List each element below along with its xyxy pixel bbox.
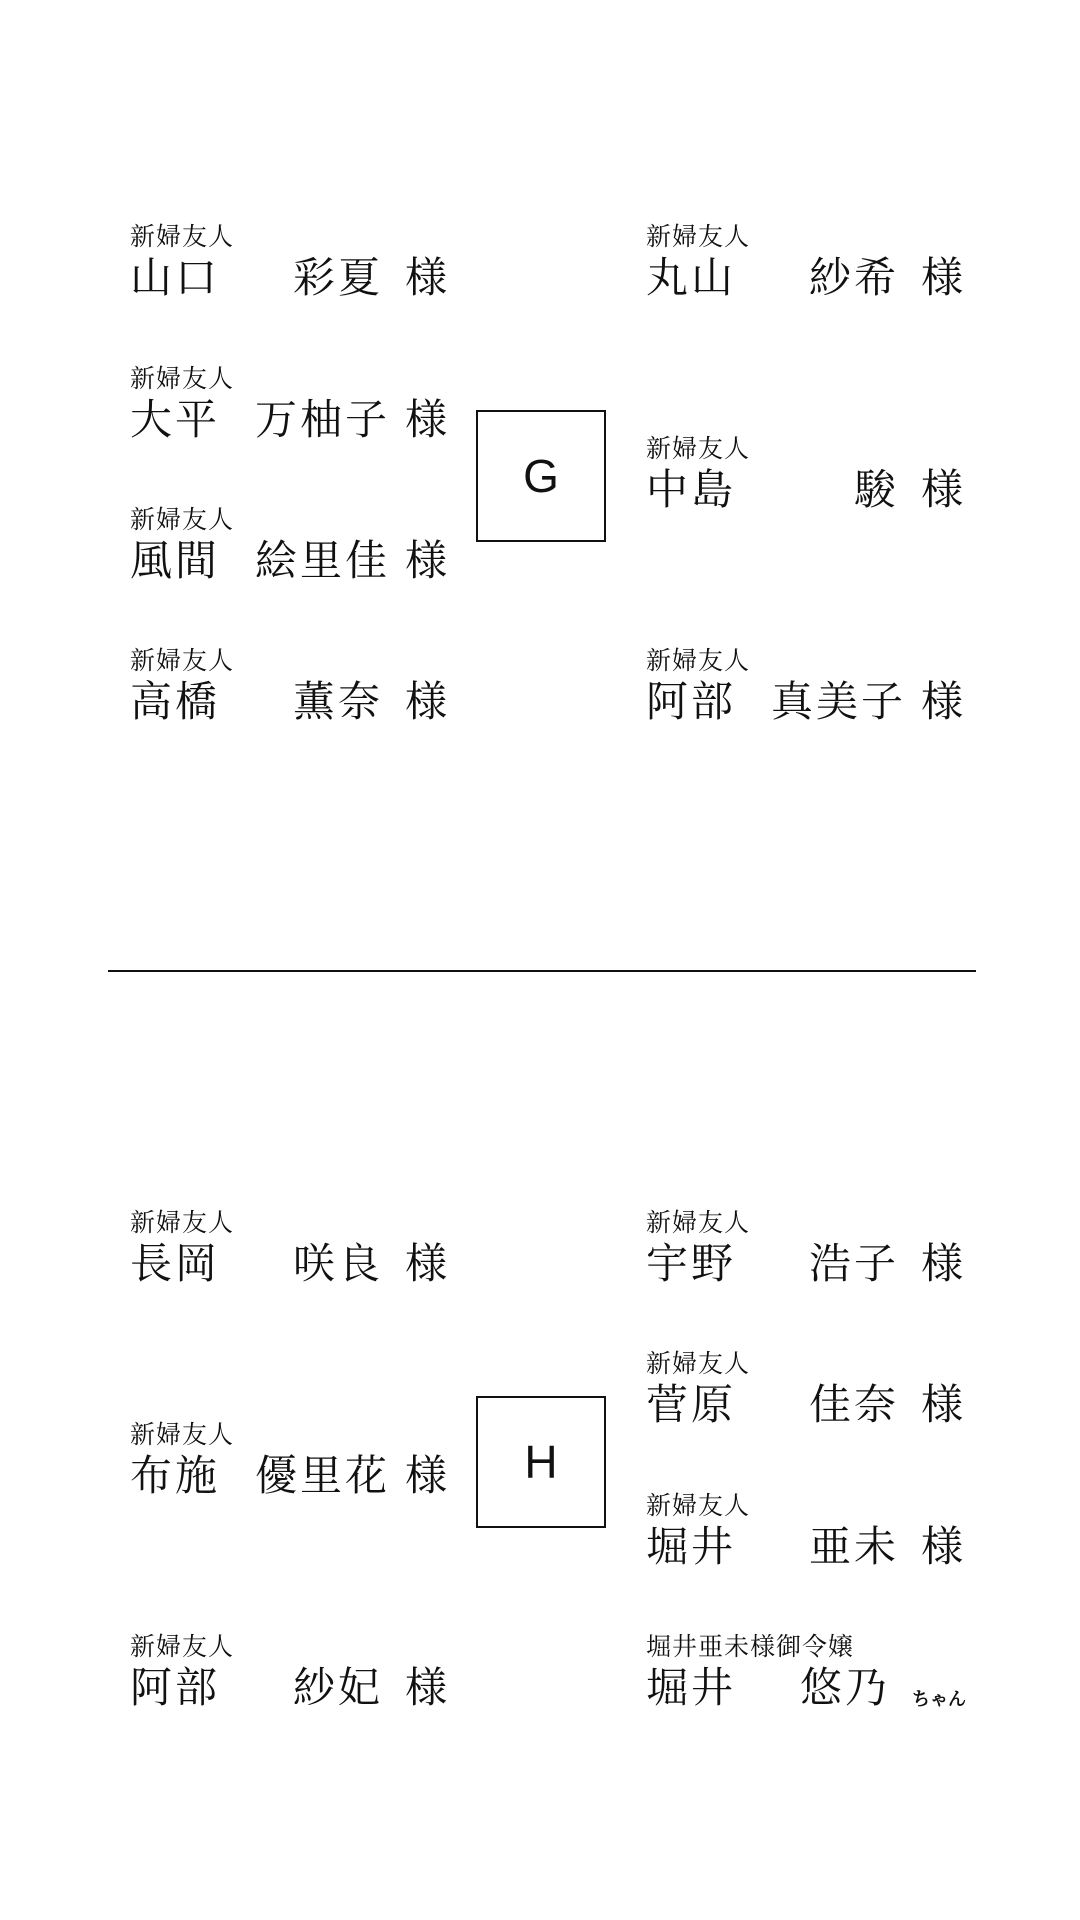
guest-family-name: 山口 bbox=[130, 253, 221, 302]
guest-honorific: 様 bbox=[404, 253, 450, 302]
guest-name bbox=[646, 1662, 966, 1714]
guest-name bbox=[130, 1450, 450, 1502]
guest-name bbox=[130, 394, 450, 446]
guest-card bbox=[646, 1632, 966, 1714]
guest-relation: 堀井亜未様御令嬢 bbox=[646, 1632, 855, 1661]
guest-honorific: 様 bbox=[404, 536, 450, 585]
guest-family-name: 堀井 bbox=[646, 1522, 737, 1571]
guest-name bbox=[646, 676, 966, 728]
guest-honorific: 様 bbox=[920, 1522, 966, 1571]
guest-family-name: 布施 bbox=[130, 1451, 221, 1500]
guest-family-name: 風間 bbox=[130, 536, 221, 585]
guest-card bbox=[646, 1349, 966, 1431]
guest-given-name: 真美子 bbox=[770, 677, 906, 726]
guest-card bbox=[130, 1208, 450, 1290]
guest-relation: 新婦友人 bbox=[130, 1632, 235, 1661]
guest-card bbox=[646, 1208, 966, 1290]
guest-given-name: 万柚子 bbox=[254, 395, 390, 444]
guest-card bbox=[646, 434, 966, 516]
guest-family-name: 菅原 bbox=[646, 1380, 737, 1429]
guest-given-name: 紗妃 bbox=[292, 1663, 383, 1712]
guest-card bbox=[646, 1491, 966, 1573]
guest-name bbox=[646, 1238, 966, 1290]
guest-relation: 新婦友人 bbox=[130, 222, 235, 251]
guest-honorific: 様 bbox=[920, 253, 966, 302]
table-label-box: G bbox=[476, 410, 606, 542]
guest-card bbox=[130, 505, 450, 587]
guest-family-name: 阿部 bbox=[130, 1663, 221, 1712]
guest-name bbox=[130, 1238, 450, 1290]
guest-given-name: 駿 bbox=[853, 465, 899, 514]
guest-given-name: 悠乃 bbox=[799, 1663, 890, 1712]
guest-family-name: 阿部 bbox=[646, 677, 737, 726]
guest-given-name: 浩子 bbox=[808, 1239, 899, 1288]
guest-name bbox=[130, 252, 450, 304]
guest-family-name: 大平 bbox=[130, 395, 221, 444]
guest-given-name: 咲良 bbox=[292, 1239, 383, 1288]
guest-family-name: 宇野 bbox=[646, 1239, 737, 1288]
guest-given-name: 彩夏 bbox=[292, 253, 383, 302]
guest-name bbox=[646, 464, 966, 516]
guest-name bbox=[646, 252, 966, 304]
guest-given-name: 佳奈 bbox=[808, 1380, 899, 1429]
guest-card bbox=[646, 222, 966, 304]
guest-relation: 新婦友人 bbox=[646, 222, 751, 251]
table-h-section bbox=[0, 960, 1080, 1920]
guest-relation: 新婦友人 bbox=[130, 364, 235, 393]
guest-family-name: 堀井 bbox=[646, 1663, 737, 1712]
guest-honorific: 様 bbox=[404, 1451, 450, 1500]
guest-card bbox=[646, 646, 966, 728]
guest-honorific: 様 bbox=[404, 1663, 450, 1712]
guest-relation: 新婦友人 bbox=[130, 1420, 235, 1449]
guest-relation: 新婦友人 bbox=[646, 1208, 751, 1237]
guest-honorific: 様 bbox=[404, 395, 450, 444]
guest-honorific: 様 bbox=[920, 677, 966, 726]
guest-name bbox=[646, 1379, 966, 1431]
guest-family-name: 高橋 bbox=[130, 677, 221, 726]
guest-honorific: 様 bbox=[920, 465, 966, 514]
guest-relation: 新婦友人 bbox=[646, 646, 751, 675]
guest-given-name: 絵里佳 bbox=[254, 536, 390, 585]
guest-given-name: 優里花 bbox=[254, 1451, 390, 1500]
guest-relation: 新婦友人 bbox=[130, 1208, 235, 1237]
guest-card bbox=[130, 364, 450, 446]
guest-card bbox=[130, 1632, 450, 1714]
guest-honorific: ちゃん bbox=[912, 1689, 966, 1710]
guest-given-name: 薫奈 bbox=[292, 677, 383, 726]
guest-relation: 新婦友人 bbox=[130, 505, 235, 534]
guest-honorific: 様 bbox=[404, 1239, 450, 1288]
guest-relation: 新婦友人 bbox=[646, 434, 751, 463]
guest-name bbox=[130, 535, 450, 587]
guest-family-name: 丸山 bbox=[646, 253, 737, 302]
guest-card bbox=[130, 646, 450, 728]
guest-card bbox=[130, 1420, 450, 1502]
guest-honorific: 様 bbox=[920, 1239, 966, 1288]
guest-card bbox=[130, 222, 450, 304]
guest-given-name: 亜未 bbox=[808, 1522, 899, 1571]
guest-name bbox=[130, 676, 450, 728]
guest-honorific: 様 bbox=[404, 677, 450, 726]
guest-given-name: 紗希 bbox=[808, 253, 899, 302]
guest-relation: 新婦友人 bbox=[646, 1491, 751, 1520]
guest-name bbox=[130, 1662, 450, 1714]
guest-honorific: 様 bbox=[920, 1380, 966, 1429]
guest-relation: 新婦友人 bbox=[130, 646, 235, 675]
guest-name bbox=[646, 1521, 966, 1573]
guest-family-name: 長岡 bbox=[130, 1239, 221, 1288]
table-label-box: H bbox=[476, 1396, 606, 1528]
guest-relation: 新婦友人 bbox=[646, 1349, 751, 1378]
guest-family-name: 中島 bbox=[646, 465, 737, 514]
